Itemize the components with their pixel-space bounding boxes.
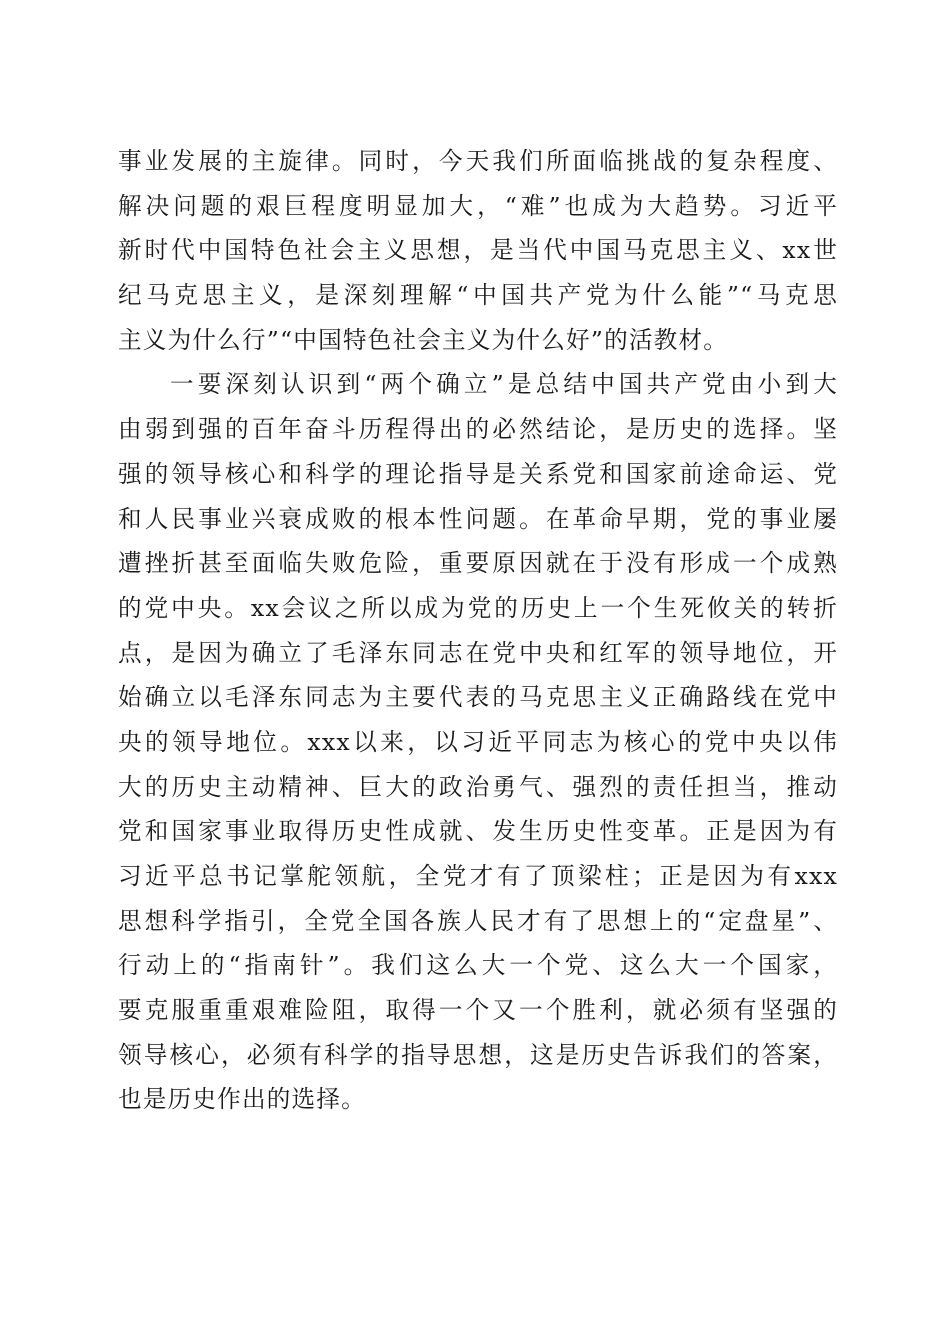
text-line: 事业发展的主旋律。同时，今天我们所面临挑战的复杂程度、 [118,147,838,175]
text-line: 也是历史作出的选择。 [118,1085,366,1114]
document-body [118,139,838,1122]
text-line: 强的领导核心和科学的理论指导是关系党和国家前途命运、党 [118,459,838,488]
text-line: 和人民事业兴衰成败的根本性问题。在革命早期，党的事业屡 [118,504,838,533]
text-line: 大的历史主动精神、巨大的政治勇气、强烈的责任担当，推动 [118,772,838,801]
text-line: 的党中央。xx会议之所以成为党的历史上一个生死攸关的转折 [118,593,838,622]
text-line: 习近平总书记掌舵领航，全党才有了顶梁柱；正是因为有xxx [118,862,838,890]
text-line: 主义为什么行”“中国特色社会主义为什么好”的活教材。 [118,325,729,354]
paragraph-2 [118,362,838,1122]
text-line: 新时代中国特色社会主义思想，是当代中国马克思主义、xx世 [118,236,838,265]
text-line: 领导核心，必须有科学的指导思想，这是历史告诉我们的答案， [118,1040,838,1069]
text-line: 遭挫折甚至面临失败危险，重要原因就在于没有形成一个成熟 [118,549,838,578]
paragraph-1 [118,139,838,362]
text-line: 点，是因为确立了毛泽东同志在党中央和红军的领导地位，开 [118,638,838,667]
text-line: 解决问题的艰巨程度明显加大，“难”也成为大趋势。习近平 [118,191,838,220]
text-line: 纪马克思主义，是深刻理解“中国共产党为什么能”“马克思 [118,281,838,310]
text-line: 由弱到强的百年奋斗历程得出的必然结论，是历史的选择。坚 [118,415,838,444]
text-line: 要克服重重艰难险阻，取得一个又一个胜利，就必须有坚强的 [118,996,838,1025]
text-line: 党和国家事业取得历史性成就、发生历史性变革。正是因为有 [118,817,838,846]
text-line: 一要深刻认识到“两个确立”是总结中国共产党由小到大 [170,370,838,399]
text-line: 思想科学指引，全党全国各族人民才有了思想上的“定盘星”、 [118,906,838,935]
text-line: 央的领导地位。xxx以来，以习近平同志为核心的党中央以伟 [118,727,838,756]
text-line: 始确立以毛泽东同志为主要代表的马克思主义正确路线在党中 [118,683,838,712]
text-line: 行动上的“指南针”。我们这么大一个党、这么大一个国家， [118,951,838,980]
